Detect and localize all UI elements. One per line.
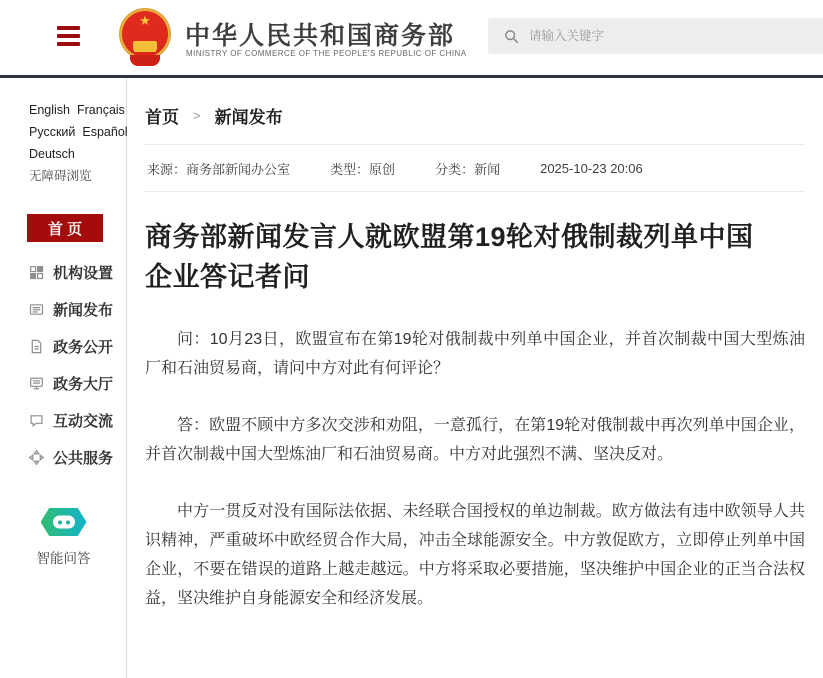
meta-category-label: 分类： bbox=[435, 161, 475, 177]
article-body bbox=[145, 325, 805, 613]
lang-francais[interactable]: Français bbox=[77, 103, 125, 117]
article-paragraph: 答：欧盟不顾中方多次交涉和劝阻，一意孤行，在第19轮对俄制裁中再次列单中国企业，并首次制裁中国大型炼油厂和石油贸易商。中方对此强烈不满、坚决反对。 bbox=[145, 417, 805, 463]
chevron-right-icon: > bbox=[193, 108, 201, 123]
sidebar-nav bbox=[0, 254, 126, 476]
hamburger-bar bbox=[57, 26, 80, 30]
site-logo[interactable] bbox=[118, 9, 172, 71]
site-subtitle: MINISTRY OF COMMERCE OF THE PEOPLE'S REPUBLIC OF CHINA bbox=[186, 49, 467, 58]
lang-russian[interactable]: Русский bbox=[29, 125, 76, 139]
service-hall-icon bbox=[29, 376, 44, 391]
search-input[interactable] bbox=[529, 29, 823, 43]
meta-category-value: 新闻 bbox=[474, 161, 501, 177]
lang-deutsch[interactable]: Deutsch bbox=[29, 147, 75, 161]
sidebar-item-news[interactable] bbox=[0, 291, 126, 328]
meta-source-label: 来源： bbox=[147, 161, 187, 177]
emblem-star: ★ bbox=[139, 13, 151, 28]
robot-face bbox=[53, 516, 75, 529]
newspaper-icon bbox=[29, 302, 44, 317]
language-line bbox=[29, 121, 126, 143]
hamburger-bar bbox=[57, 34, 80, 38]
sidebar-item-services[interactable] bbox=[0, 439, 126, 476]
sidebar-item-label: 政务大厅 bbox=[53, 376, 114, 393]
main-content bbox=[127, 78, 823, 678]
sidebar-item-disclosure[interactable] bbox=[0, 328, 126, 365]
meta-type-value: 原创 bbox=[369, 161, 396, 177]
sidebar-item-label: 政务公开 bbox=[53, 339, 114, 356]
language-line bbox=[29, 99, 126, 121]
article-paragraph: 中方一贯反对没有国际法依据、未经联合国授权的单边制裁。欧方做法有违中欧领导人共识精神，严重破坏中欧经贸合作大局，冲击全球能源安全。中方敦促欧方，立即停止列单中国企业，不要在错误的道路上越走越远。中方将采取必要措施，坚决维护中国企业的正当合法权益，坚决维护自身能源安全和经济发展。 bbox=[145, 503, 805, 607]
meta-category bbox=[435, 159, 500, 178]
lang-espanol[interactable]: Español bbox=[82, 125, 128, 139]
public-service-icon bbox=[29, 450, 44, 465]
article-meta bbox=[145, 145, 805, 192]
meta-source-value: 商务部新闻办公室 bbox=[186, 161, 291, 177]
breadcrumb-current[interactable]: 新闻发布 bbox=[214, 108, 283, 127]
language-switcher bbox=[0, 99, 126, 187]
search-icon[interactable] bbox=[504, 29, 519, 44]
search-bar bbox=[488, 18, 823, 54]
sidebar-item-label: 机构设置 bbox=[53, 265, 114, 282]
article-paragraph: 问：10月23日，欧盟宣布在第19轮对俄制裁中列单中国企业，并首次制裁中国大型炼油厂和石油贸易商，请问中方对此有何评论？ bbox=[145, 331, 805, 377]
robot-chat-icon bbox=[41, 508, 87, 536]
accessibility-link[interactable]: 无障碍浏览 bbox=[29, 169, 92, 183]
site-header bbox=[0, 0, 823, 78]
breadcrumb-home[interactable]: 首页 bbox=[145, 108, 179, 127]
sidebar-item-home[interactable]: 首 页 bbox=[27, 214, 103, 242]
hamburger-menu-icon[interactable] bbox=[57, 26, 80, 50]
sidebar-item-label: 互动交流 bbox=[53, 413, 114, 430]
sidebar bbox=[0, 78, 127, 678]
sidebar-item-label: 新闻发布 bbox=[53, 302, 114, 319]
sidebar-item-hall[interactable] bbox=[0, 365, 126, 402]
sidebar-item-label: 公共服务 bbox=[53, 450, 114, 467]
meta-type-label: 类型： bbox=[330, 161, 370, 177]
breadcrumb bbox=[145, 78, 805, 145]
sidebar-item-interaction[interactable] bbox=[0, 402, 126, 439]
emblem-ribbon bbox=[130, 55, 160, 66]
lang-english[interactable]: English bbox=[29, 103, 70, 117]
smart-qa-label: 智能问答 bbox=[36, 551, 91, 566]
meta-datetime: 2025-10-23 20:06 bbox=[540, 160, 643, 176]
chat-icon bbox=[29, 413, 44, 428]
meta-type bbox=[330, 159, 395, 178]
sidebar-item-org[interactable] bbox=[0, 254, 126, 291]
site-title: 中华人民共和国商务部 bbox=[185, 22, 456, 50]
national-emblem-icon bbox=[120, 9, 170, 59]
org-grid-icon bbox=[29, 265, 44, 280]
page-body bbox=[0, 78, 823, 678]
hamburger-bar bbox=[57, 42, 80, 46]
emblem-gate bbox=[133, 41, 157, 50]
article-title: 商务部新闻发言人就欧盟第19轮对俄制裁列单中国企业答记者问 bbox=[145, 222, 754, 292]
smart-qa-widget[interactable] bbox=[0, 508, 127, 567]
language-line bbox=[29, 143, 126, 165]
meta-source bbox=[147, 159, 290, 178]
document-icon bbox=[29, 339, 44, 354]
